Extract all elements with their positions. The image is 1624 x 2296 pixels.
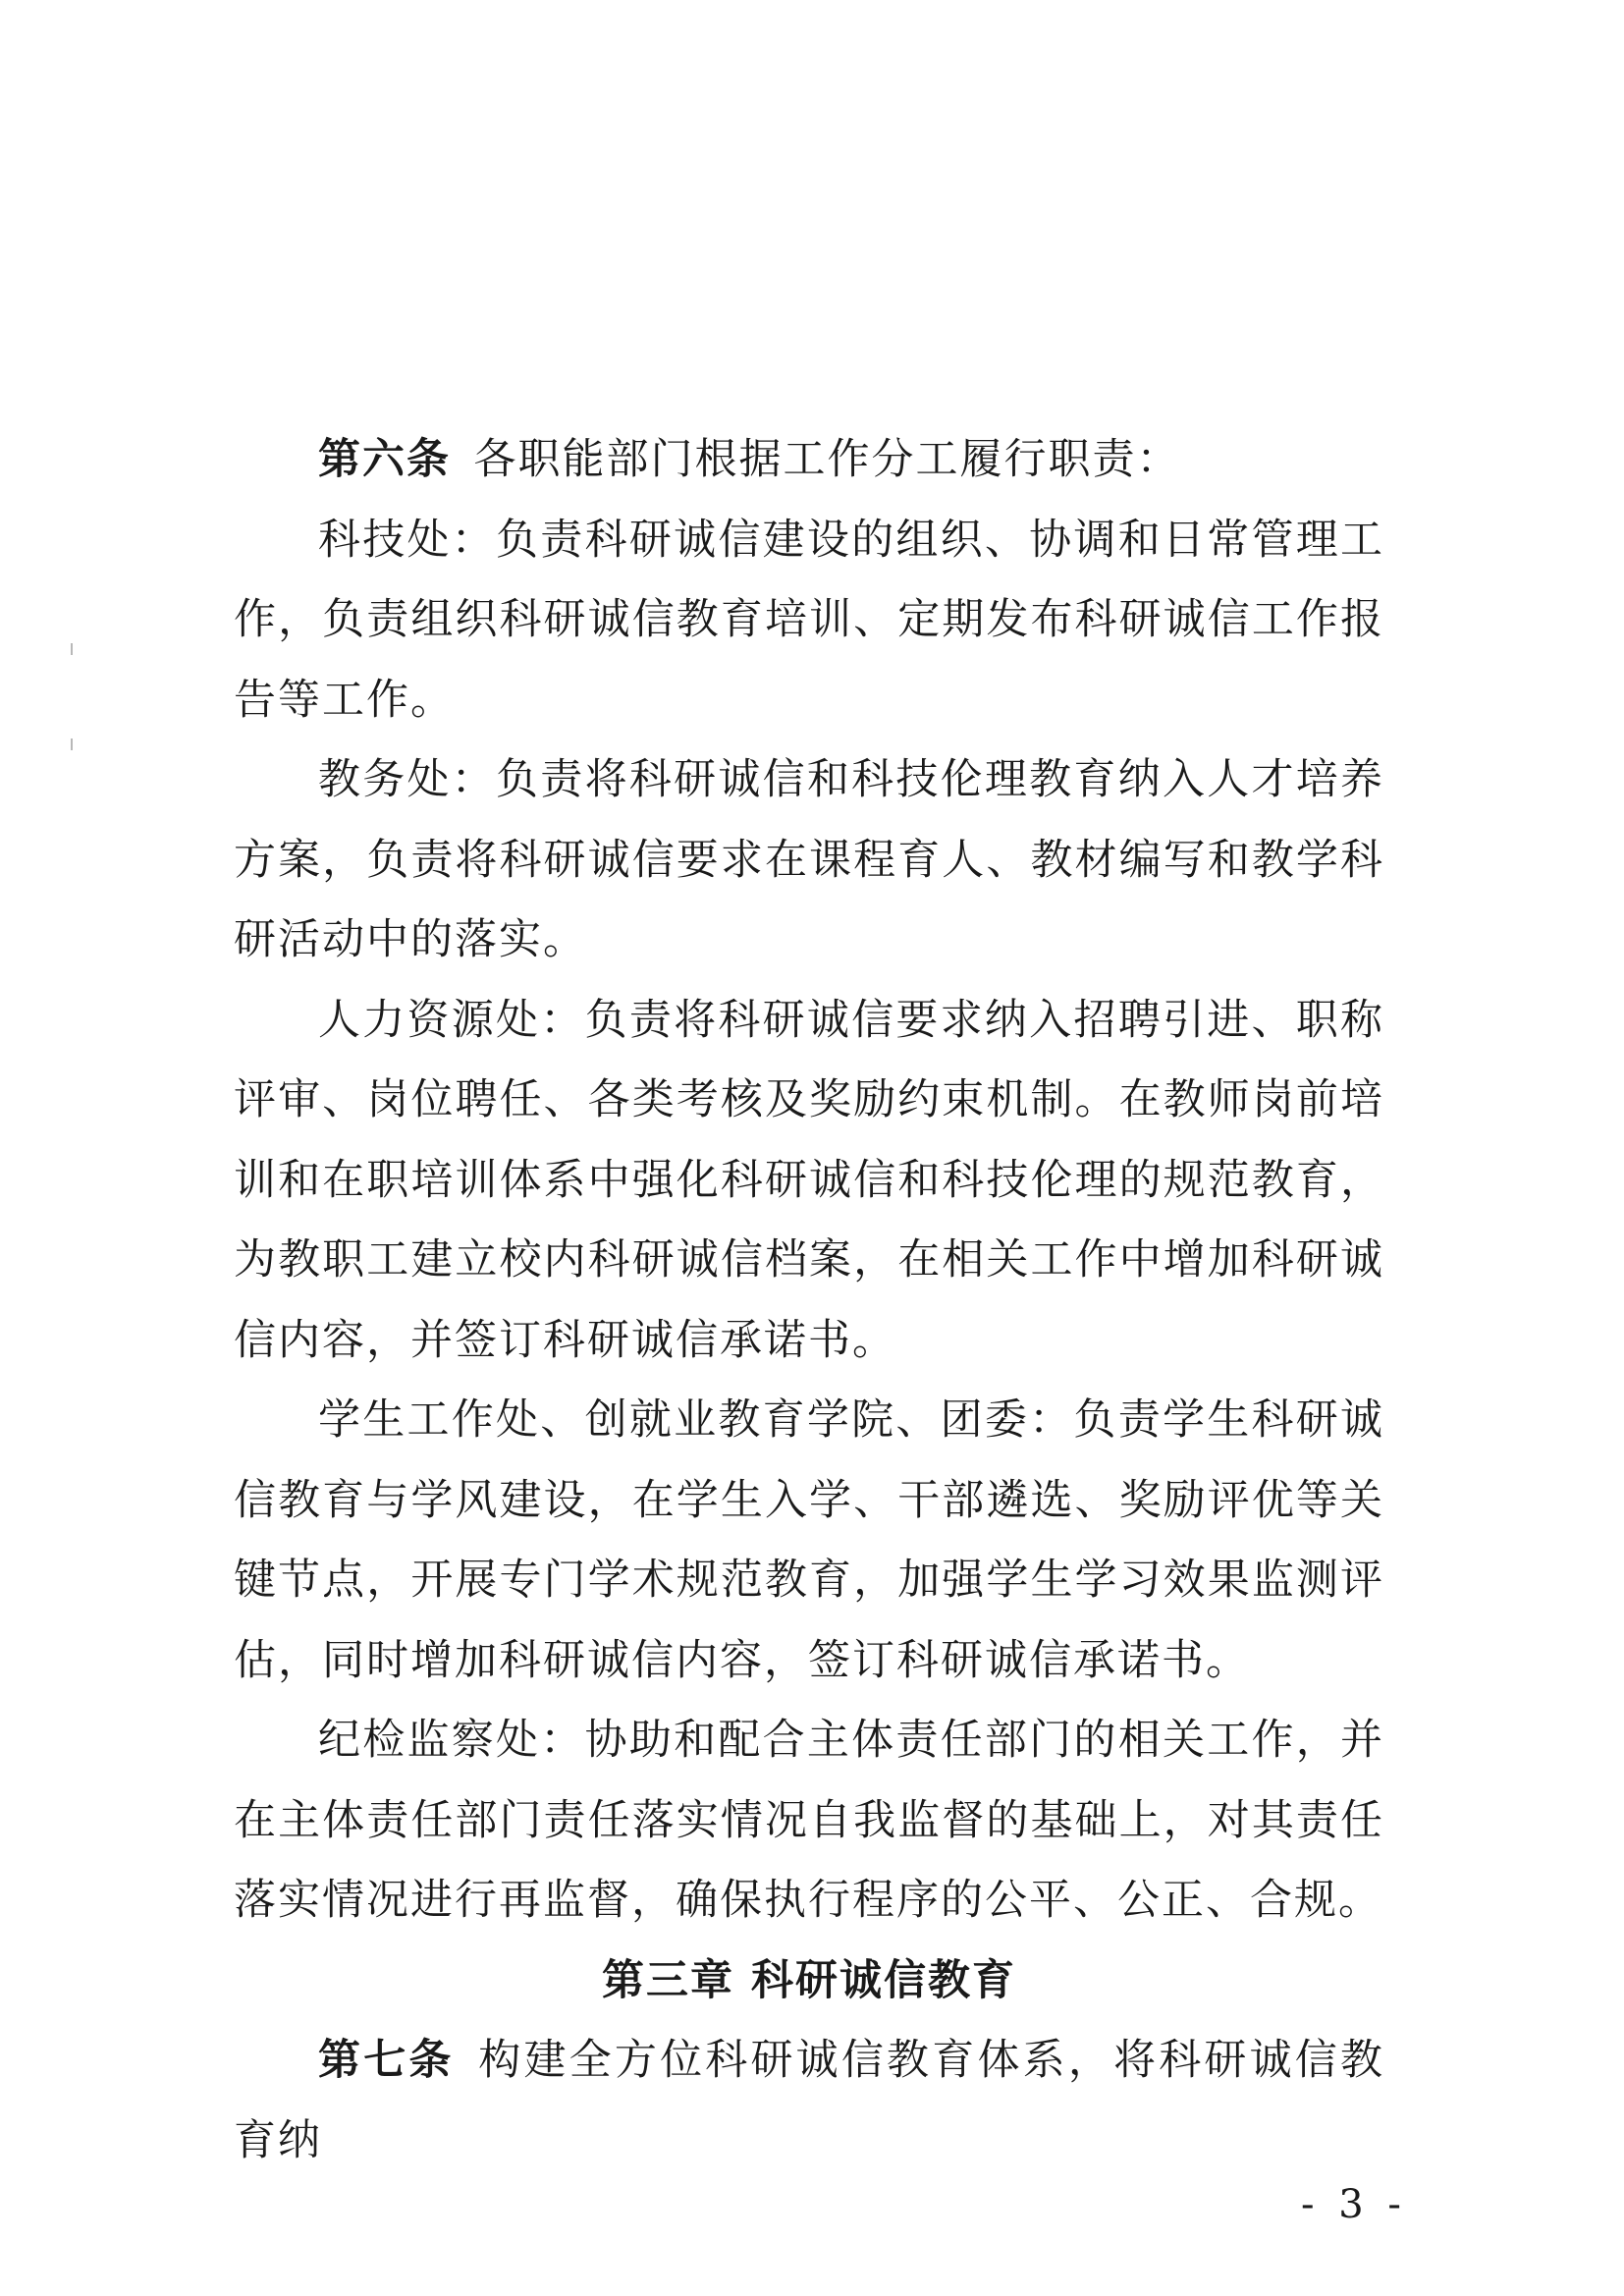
article-7-paragraph xyxy=(234,2021,1384,2181)
page-number: - 3 - xyxy=(1301,2182,1407,2227)
scan-mark xyxy=(71,643,73,655)
article-6-paragraph xyxy=(234,420,1384,501)
chapter-3-heading: 第三章 科研诚信教育 xyxy=(602,1955,1016,2005)
document-body xyxy=(234,420,1384,2181)
duty-paragraph-student-affairs: 学生工作处、创就业教育学院、团委：负责学生科研诚信教育与学风建设，在学生入学、干部遴选、奖励评优等关键节点，开展专门学术规范教育，加强学生学习效果监测评估，同时增加科研诚信内容，签订科研诚信承诺书。 xyxy=(234,1395,1384,1685)
duty-paragraph-science-office: 科技处：负责科研诚信建设的组织、协调和日常管理工作，负责组织科研诚信教育培训、定期发布科研诚信工作报告等工作。 xyxy=(234,515,1384,725)
duty-paragraph-academic-affairs: 教务处：负责将科研诚信和科技伦理教育纳入人才培养方案，负责将科研诚信要求在课程育人、教材编写和教学科研活动中的落实。 xyxy=(234,755,1384,964)
duty-paragraph-human-resources: 人力资源处：负责将科研诚信要求纳入招聘引进、职称评审、岗位聘任、各类考核及奖励约束机制。在教师岗前培训和在职培训体系中强化科研诚信和科技伦理的规范教育，为教职工建立校内科研诚信档案，在相关工作中增加科研诚信内容，并签订科研诚信承诺书。 xyxy=(234,995,1384,1365)
article-7-text: 构建全方位科研诚信教育体系，将科研诚信教育纳 xyxy=(234,2036,1385,2165)
article-6-label: 第六条 xyxy=(318,435,451,484)
duty-paragraph-discipline-inspection: 纪检监察处：协助和配合主体责任部门的相关工作，并在主体责任部门责任落实情况自我监督的基础上，对其责任落实情况进行再监督，确保执行程序的公平、公正、合规。 xyxy=(234,1716,1384,1925)
article-7-label: 第七条 xyxy=(318,2036,455,2085)
article-6-text: 各职能部门根据工作分工履行职责： xyxy=(473,435,1181,484)
scan-mark xyxy=(71,738,73,750)
